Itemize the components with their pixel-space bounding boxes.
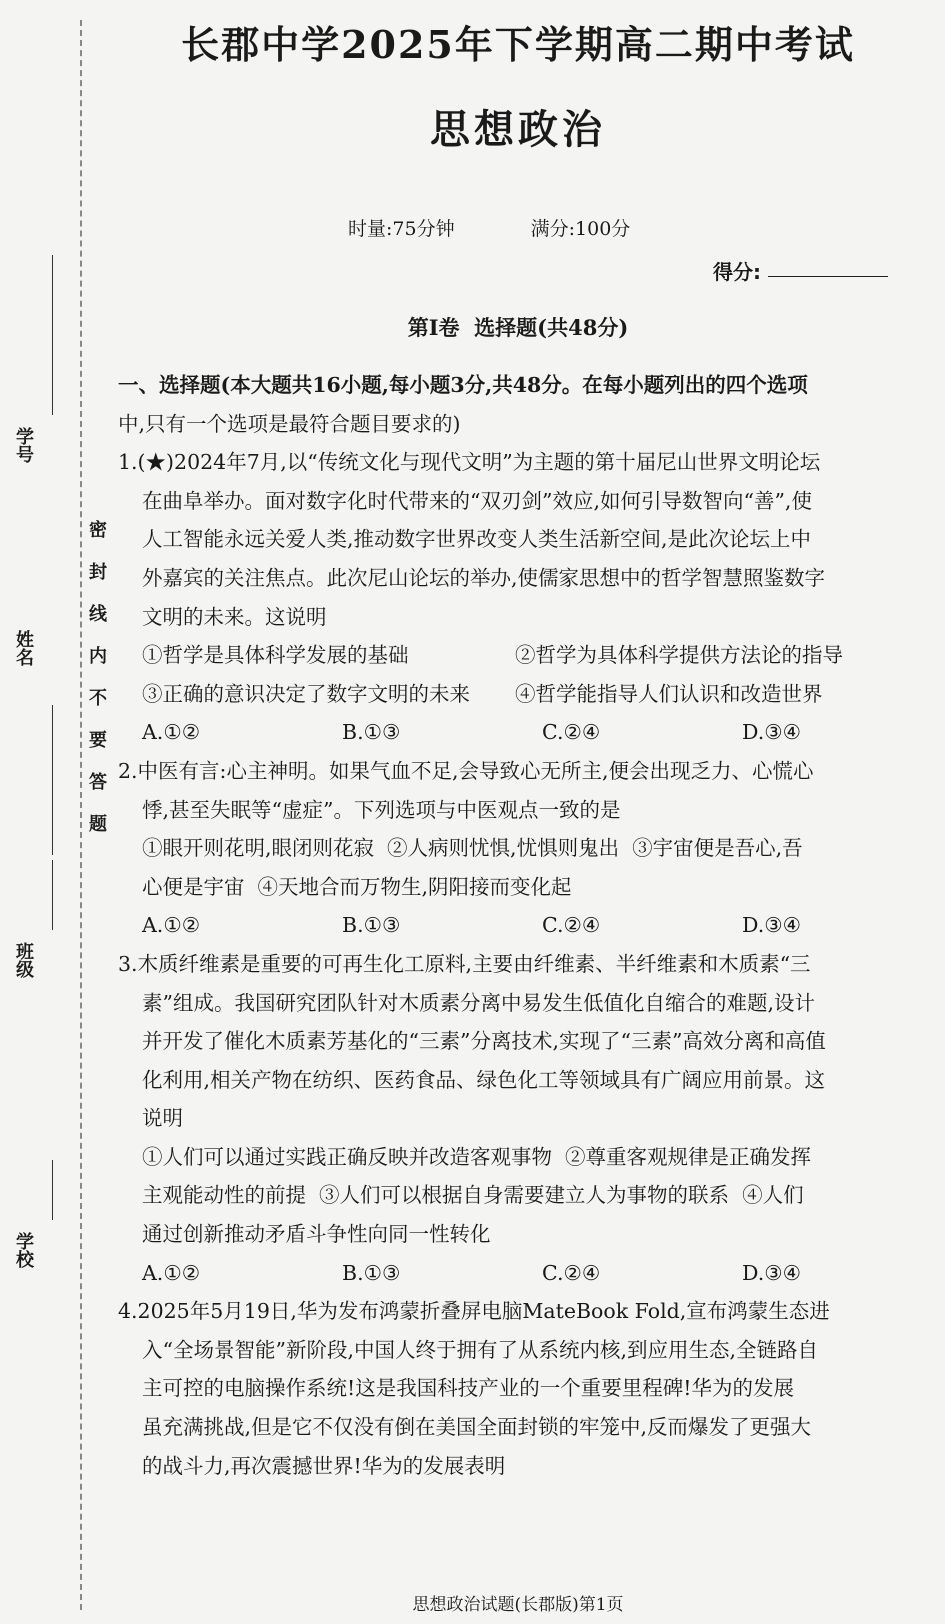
question-1 [118, 443, 898, 752]
exam-meta [348, 214, 700, 241]
score-label: 得分: [713, 260, 761, 284]
answer-choices [118, 1254, 898, 1293]
school-field [8, 1160, 60, 1310]
answer-choices [118, 906, 898, 945]
choice-b[interactable]: B.①③ [342, 1260, 401, 1285]
class-line[interactable] [52, 860, 53, 930]
choice-a[interactable]: A.①② [142, 1260, 201, 1285]
section-intro-line: 中,只有一个选项是最符合题目要求的) [118, 411, 461, 436]
question-stem-line: 悸,甚至失眠等“虚症”。下列选项与中医观点一致的是 [142, 797, 621, 822]
question-3 [118, 945, 898, 1292]
section-intro-line: 一、选择题(本大题共16小题,每小题3分,共48分。在每小题列出的四个选项 [118, 373, 808, 397]
class-label: 班级 [13, 942, 34, 978]
subject-title: 思想政治 [430, 107, 606, 153]
answer-choices [118, 713, 898, 752]
statement-line: ①眼开则花明,眼闭则花寂 ②人病则忧惧,忧惧则鬼出 ③宇宙便是吾心,吾 [142, 836, 803, 861]
question-stem-line: 人工智能永远关爱人类,推动数字世界改变人类生活新空间,是此次论坛上中 [142, 527, 812, 552]
full-score-text: 满分:100分 [530, 218, 631, 240]
exam-title: 长郡中学2025年下学期高二期中考试 [181, 22, 855, 67]
question-stem-line: 2.中医有言:心主神明。如果气血不足,会导致心无所主,便会出现乏力、心慌心 [118, 758, 814, 783]
name-line[interactable] [52, 705, 53, 855]
choice-a[interactable]: A.①② [142, 913, 201, 938]
question-stem-line: 素”组成。我国研究团队针对木质素分离中易发生低值化自缩合的难题,设计 [142, 990, 815, 1015]
question-stem-line: 外嘉宾的关注焦点。此次尼山论坛的举办,使儒家思想中的哲学智慧照鉴数字 [142, 565, 826, 590]
duration-text: 时量:75分钟 [348, 218, 455, 240]
statement: ③正确的意识决定了数字文明的未来 [142, 681, 470, 706]
student-id-label: 学号 [13, 427, 34, 463]
question-2 [118, 752, 898, 945]
name-field [8, 590, 60, 770]
seal-dashed-line [80, 20, 82, 1610]
score-blank[interactable] [768, 276, 888, 277]
question-stem-line: 虽充满挑战,但是它不仅没有倒在美国全面封锁的牢笼中,反而爆发了更强大 [142, 1415, 812, 1440]
choice-c[interactable]: C.②④ [542, 1260, 601, 1285]
student-id-line[interactable] [52, 255, 53, 415]
question-stem-line: 文明的未来。这说明 [142, 604, 327, 629]
student-id-field [8, 255, 60, 515]
part-title: 第Ⅰ卷 选择题(共48分) [407, 315, 629, 340]
statement: ①哲学是具体科学发展的基础 [142, 643, 409, 668]
questions-body [118, 366, 898, 1485]
school-label: 学校 [13, 1232, 34, 1268]
question-stem-line: 在曲阜举办。面对数字化时代带来的“双刃剑”效应,如何引导数智向“善”,使 [142, 488, 812, 513]
question-4 [118, 1292, 898, 1485]
exam-page [118, 0, 918, 1624]
choice-b[interactable]: B.①③ [342, 720, 401, 745]
statement-line: 主观能动性的前提 ③人们可以根据自身需要建立人为事物的联系 ④人们 [142, 1183, 804, 1208]
statement-row [118, 636, 898, 675]
question-stem-line: 入“全场景智能”新阶段,中国人终于拥有了从系统内核,到应用生态,全链路自 [142, 1337, 819, 1362]
question-stem-line: 3.木质纤维素是重要的可再生化工原料,主要由纤维素、半纤维素和木质素“三 [118, 951, 811, 976]
statement: ④哲学能指导人们认识和改造世界 [515, 681, 823, 706]
statement-line: 心便是宇宙 ④天地合而万物生,阴阳接而变化起 [142, 874, 572, 899]
question-stem-line: 说明 [142, 1106, 183, 1131]
binding-margin [0, 0, 118, 1624]
choice-a[interactable]: A.①② [142, 720, 201, 745]
class-field [8, 860, 60, 1040]
name-label: 姓名 [13, 630, 34, 666]
question-stem-line: 并开发了催化木质素芳基化的“三素”分离技术,实现了“三素”高效分离和高值 [142, 1029, 826, 1054]
choice-c[interactable]: C.②④ [542, 720, 601, 745]
choice-d[interactable]: D.③④ [742, 913, 801, 938]
question-stem-line: 1.(★)2024年7月,以“传统文化与现代文明”为主题的第十届尼山世界文明论坛 [118, 450, 821, 475]
statement: ②哲学为具体科学提供方法论的指导 [515, 643, 843, 668]
statement-line: ①人们可以通过实践正确反映并改造客观事物 ②尊重客观规律是正确发挥 [142, 1144, 812, 1169]
question-stem-line: 的战斗力,再次震撼世界!华为的发展表明 [142, 1453, 506, 1478]
statement-line: 通过创新推动矛盾斗争性向同一性转化 [142, 1222, 491, 1247]
question-stem-line: 主可控的电脑操作系统!这是我国科技产业的一个重要里程碑!华为的发展 [142, 1376, 794, 1401]
choice-d[interactable]: D.③④ [742, 1260, 801, 1285]
choice-b[interactable]: B.①③ [342, 913, 401, 938]
statement-row [118, 675, 898, 714]
seal-warning-text: 密封线内不要答题 [86, 520, 107, 856]
question-stem-line: 化利用,相关产物在纺织、医药食品、绿色化工等领域具有广阔应用前景。这 [142, 1067, 826, 1092]
school-line[interactable] [52, 1160, 53, 1220]
question-stem-line: 4.2025年5月19日,华为发布鸿蒙折叠屏电脑MateBook Fold,宣布鸿蒙生态进 [118, 1299, 830, 1324]
choice-c[interactable]: C.②④ [542, 913, 601, 938]
page-footer: 思想政治试题(长郡版)第1页 [412, 1595, 624, 1615]
choice-d[interactable]: D.③④ [742, 720, 801, 745]
